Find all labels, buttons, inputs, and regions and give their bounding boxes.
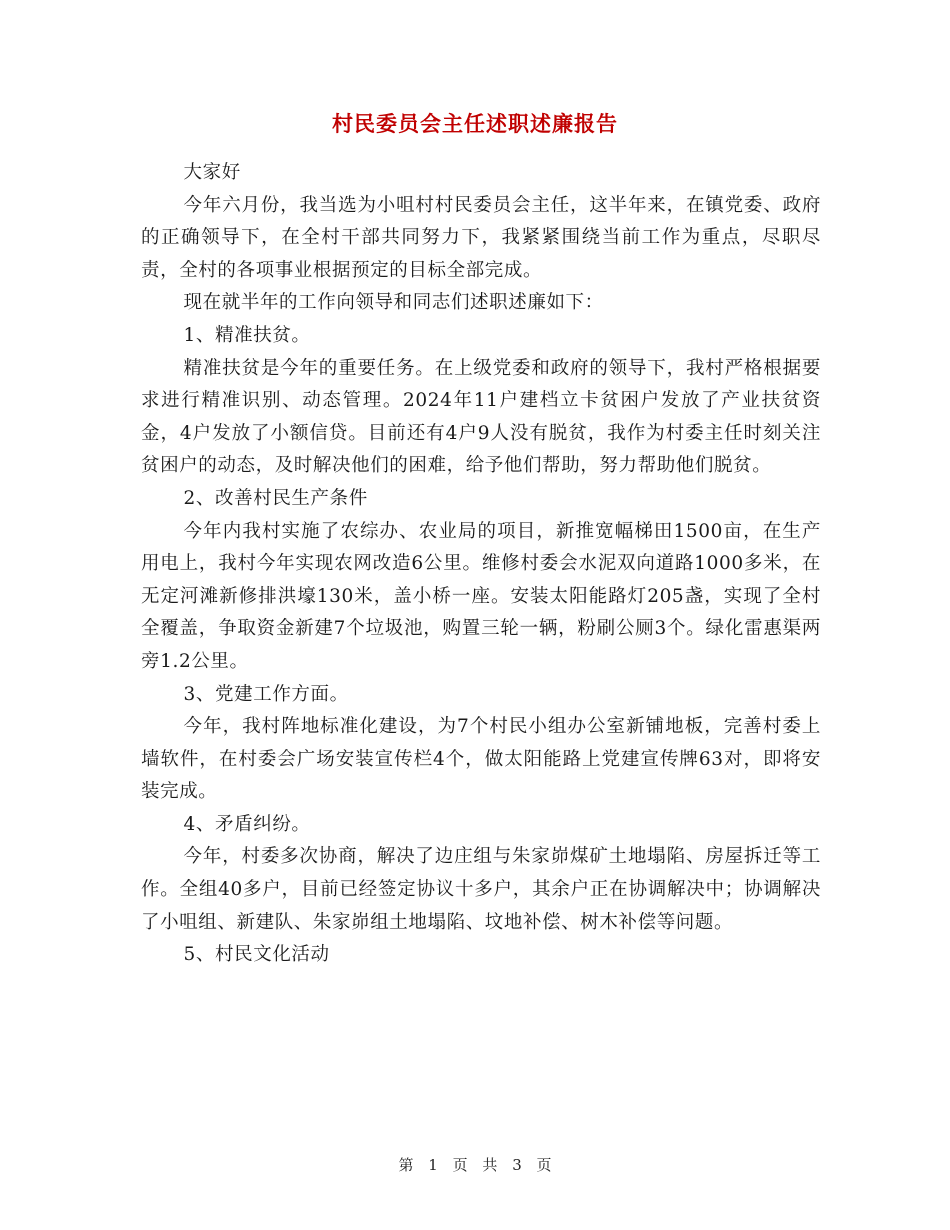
paragraph-greeting: 大家好 <box>183 162 241 183</box>
paragraph-poverty: 精准扶贫是今年的重要任务。在上级党委和政府的领导下，我村严格根据要求进行精准识别、动态管理。2024年11户建档立卡贫困户发放了产业扶贫资金，4户发放了小额信贷。目前还有4户9人没有脱贫，我作为村委主任时刻关注贫困户的动态，及时解决他们的困难，给予他们帮助，努力帮助他们脱贫。 <box>141 357 821 477</box>
footer-total-word: 共 <box>482 1156 498 1174</box>
section-heading-4: 4、矛盾纠纷。 <box>183 813 311 835</box>
paragraph-intro: 今年六月份，我当选为小咀村村民委员会主任，这半年来，在镇党委、政府的正确领导下，在全村干部共同努力下，我紧紧围绕当前工作为重点，尽职尽责，全村的各项事业根据预定的目标全部完成。 <box>141 194 821 281</box>
footer-prefix: 第 <box>398 1156 414 1174</box>
paragraph-party: 今年，我村阵地标准化建设，为7个村民小组办公室新铺地板，完善村委上墙软件，在村委会广场安装宣传栏4个，做太阳能路上党建宣传牌63对，即将安装完成。 <box>141 716 821 803</box>
page-footer <box>0 1154 950 1175</box>
footer-page-total: 3 <box>512 1156 522 1174</box>
paragraph-lead: 现在就半年的工作向领导和同志们述职述廉如下： <box>183 292 604 314</box>
footer-page-current: 1 <box>428 1156 438 1174</box>
section-heading-2: 2、改善村民生产条件 <box>183 487 368 509</box>
footer-suffix: 页 <box>536 1156 552 1174</box>
paragraph-production: 今年内我村实施了农综办、农业局的项目，新推宽幅梯田1500亩，在生产用电上，我村今年实现农网改造6公里。维修村委会水泥双向道路1000多米，在无定河滩新修排洪壕130米，盖小桥一座。安装太阳能路灯205盏，实现了全村全覆盖，争取资金新建7个垃圾池，购置三轮一辆，粉刷公厕3个。绿化雷惠渠两旁1.2公里。 <box>141 520 821 672</box>
footer-page-word: 页 <box>452 1156 468 1174</box>
document-title: 村民委员会主任述职述廉报告 <box>332 111 618 136</box>
section-heading-1: 1、精准扶贫。 <box>183 324 311 346</box>
document-body <box>141 157 821 972</box>
paragraph-disputes: 今年，村委多次协商，解决了边庄组与朱家峁煤矿土地塌陷、房屋拆迁等工作。全组40多户，目前已经签定协议十多户，其余户正在协调解决中；协调解决了小咀组、新建队、朱家峁组土地塌陷、坟地补偿、树木补偿等问题。 <box>141 846 821 933</box>
section-heading-3: 3、党建工作方面。 <box>183 683 349 705</box>
section-heading-5: 5、村民文化活动 <box>183 944 330 966</box>
